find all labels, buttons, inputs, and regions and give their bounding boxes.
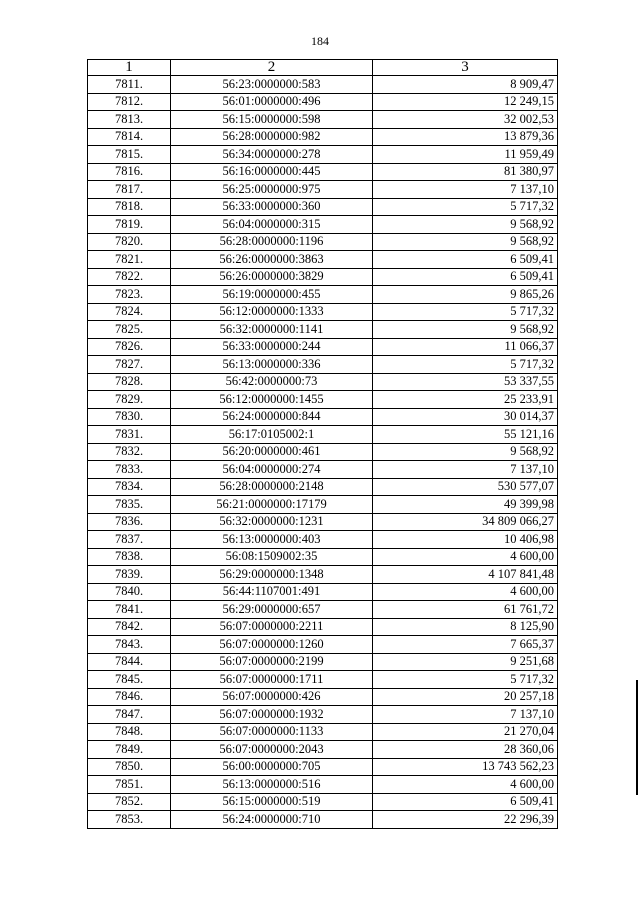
cadastral-value: 6 509,41 [373, 268, 558, 286]
table-row [88, 706, 558, 724]
cadastral-number: 56:44:1107001:491 [171, 583, 373, 601]
table-row [88, 321, 558, 339]
cadastral-value: 9 251,68 [373, 653, 558, 671]
cadastral-number: 56:29:0000000:657 [171, 601, 373, 619]
cadastral-value: 25 233,91 [373, 391, 558, 409]
cadastral-number: 56:28:0000000:1196 [171, 233, 373, 251]
cadastral-value: 4 600,00 [373, 548, 558, 566]
cadastral-number: 56:13:0000000:403 [171, 531, 373, 549]
table-row [88, 461, 558, 479]
cadastral-value: 5 717,32 [373, 671, 558, 689]
row-number: 7830. [88, 408, 171, 426]
row-number: 7824. [88, 303, 171, 321]
cadastral-value: 7 137,10 [373, 706, 558, 724]
table-row [88, 373, 558, 391]
row-number: 7820. [88, 233, 171, 251]
cadastral-value: 9 865,26 [373, 286, 558, 304]
cadastral-value: 6 509,41 [373, 251, 558, 269]
table-row [88, 583, 558, 601]
table-row [88, 548, 558, 566]
cadastral-value: 9 568,92 [373, 443, 558, 461]
row-number: 7828. [88, 373, 171, 391]
table-row [88, 93, 558, 111]
cadastral-value: 81 380,97 [373, 163, 558, 181]
row-number: 7841. [88, 601, 171, 619]
row-number: 7851. [88, 776, 171, 794]
cadastral-value: 11 959,49 [373, 146, 558, 164]
cadastral-number: 56:07:0000000:426 [171, 688, 373, 706]
cadastral-number: 56:15:0000000:519 [171, 793, 373, 811]
row-number: 7840. [88, 583, 171, 601]
table-row [88, 268, 558, 286]
row-number: 7813. [88, 111, 171, 129]
cadastral-value: 30 014,37 [373, 408, 558, 426]
table-row [88, 566, 558, 584]
row-number: 7829. [88, 391, 171, 409]
table-row [88, 163, 558, 181]
cadastral-value: 21 270,04 [373, 723, 558, 741]
cadastral-value: 5 717,32 [373, 356, 558, 374]
table-row [88, 758, 558, 776]
cadastral-number: 56:23:0000000:583 [171, 76, 373, 94]
row-number: 7849. [88, 741, 171, 759]
row-number: 7837. [88, 531, 171, 549]
cadastral-value: 13 879,36 [373, 128, 558, 146]
row-number: 7845. [88, 671, 171, 689]
row-number: 7825. [88, 321, 171, 339]
row-number: 7836. [88, 513, 171, 531]
cadastral-number: 56:29:0000000:1348 [171, 566, 373, 584]
cadastral-number: 56:16:0000000:445 [171, 163, 373, 181]
table-row [88, 513, 558, 531]
row-number: 7823. [88, 286, 171, 304]
table-row [88, 688, 558, 706]
cadastral-number: 56:08:1509002:35 [171, 548, 373, 566]
cadastral-number: 56:32:0000000:1231 [171, 513, 373, 531]
row-number: 7826. [88, 338, 171, 356]
table-row [88, 531, 558, 549]
cadastral-number: 56:12:0000000:1455 [171, 391, 373, 409]
table-row [88, 128, 558, 146]
cadastral-number: 56:20:0000000:461 [171, 443, 373, 461]
table-row [88, 496, 558, 514]
cadastral-number: 56:07:0000000:2211 [171, 618, 373, 636]
cadastral-number: 56:00:0000000:705 [171, 758, 373, 776]
row-number: 7839. [88, 566, 171, 584]
table-row [88, 391, 558, 409]
cadastral-number: 56:07:0000000:1932 [171, 706, 373, 724]
cadastral-value: 4 107 841,48 [373, 566, 558, 584]
row-number: 7818. [88, 198, 171, 216]
cadastral-number: 56:24:0000000:844 [171, 408, 373, 426]
row-number: 7834. [88, 478, 171, 496]
cadastral-number: 56:33:0000000:360 [171, 198, 373, 216]
cadastral-value: 7 137,10 [373, 181, 558, 199]
cadastral-value: 61 761,72 [373, 601, 558, 619]
row-number: 7831. [88, 426, 171, 444]
row-number: 7814. [88, 128, 171, 146]
cadastral-number: 56:01:0000000:496 [171, 93, 373, 111]
table-row [88, 671, 558, 689]
cadastral-number: 56:26:0000000:3863 [171, 251, 373, 269]
cadastral-value: 4 600,00 [373, 583, 558, 601]
cadastral-value: 7 665,37 [373, 636, 558, 654]
cadastral-number: 56:34:0000000:278 [171, 146, 373, 164]
row-number: 7819. [88, 216, 171, 234]
cadastral-value: 8 125,90 [373, 618, 558, 636]
cadastral-value: 9 568,92 [373, 321, 558, 339]
table-row [88, 233, 558, 251]
table-row [88, 181, 558, 199]
cadastral-value: 12 249,15 [373, 93, 558, 111]
scan-edge-mark [636, 680, 638, 795]
cadastral-number: 56:12:0000000:1333 [171, 303, 373, 321]
cadastral-number: 56:32:0000000:1141 [171, 321, 373, 339]
table-row [88, 303, 558, 321]
row-number: 7844. [88, 653, 171, 671]
row-number: 7817. [88, 181, 171, 199]
row-number: 7822. [88, 268, 171, 286]
table-row [88, 776, 558, 794]
cadastral-number: 56:07:0000000:1260 [171, 636, 373, 654]
table-row [88, 618, 558, 636]
table-row [88, 426, 558, 444]
table-row [88, 286, 558, 304]
cadastral-number: 56:13:0000000:516 [171, 776, 373, 794]
cadastral-number: 56:04:0000000:274 [171, 461, 373, 479]
row-number: 7821. [88, 251, 171, 269]
header-row [88, 60, 558, 76]
cadastral-number: 56:33:0000000:244 [171, 338, 373, 356]
header-col-2: 2 [171, 60, 373, 76]
table-row [88, 111, 558, 129]
cadastral-number: 56:25:0000000:975 [171, 181, 373, 199]
row-number: 7847. [88, 706, 171, 724]
cadastral-value: 9 568,92 [373, 216, 558, 234]
row-number: 7853. [88, 811, 171, 829]
cadastral-value: 32 002,53 [373, 111, 558, 129]
cadastral-number: 56:07:0000000:2043 [171, 741, 373, 759]
cadastral-value: 53 337,55 [373, 373, 558, 391]
cadastral-value: 6 509,41 [373, 793, 558, 811]
table-row [88, 338, 558, 356]
table-body [88, 76, 558, 829]
page-number: 184 [311, 34, 329, 48]
cadastral-value: 5 717,32 [373, 303, 558, 321]
cadastral-number: 56:21:0000000:17179 [171, 496, 373, 514]
cadastral-value: 28 360,06 [373, 741, 558, 759]
cadastral-number: 56:07:0000000:2199 [171, 653, 373, 671]
cadastral-value: 4 600,00 [373, 776, 558, 794]
cadastral-value: 5 717,32 [373, 198, 558, 216]
cadastral-value: 13 743 562,23 [373, 758, 558, 776]
table-row [88, 601, 558, 619]
row-number: 7835. [88, 496, 171, 514]
row-number: 7833. [88, 461, 171, 479]
cadastral-number: 56:26:0000000:3829 [171, 268, 373, 286]
cadastral-value-table [87, 59, 558, 829]
table-row [88, 198, 558, 216]
header-col-3: 3 [373, 60, 558, 76]
row-number: 7843. [88, 636, 171, 654]
table-row [88, 443, 558, 461]
cadastral-value: 10 406,98 [373, 531, 558, 549]
row-number: 7815. [88, 146, 171, 164]
cadastral-value: 20 257,18 [373, 688, 558, 706]
row-number: 7842. [88, 618, 171, 636]
cadastral-number: 56:42:0000000:73 [171, 373, 373, 391]
cadastral-number: 56:15:0000000:598 [171, 111, 373, 129]
row-number: 7811. [88, 76, 171, 94]
table-row [88, 408, 558, 426]
table-row [88, 146, 558, 164]
cadastral-number: 56:28:0000000:982 [171, 128, 373, 146]
table-row [88, 811, 558, 829]
row-number: 7827. [88, 356, 171, 374]
table-row [88, 478, 558, 496]
row-number: 7816. [88, 163, 171, 181]
cadastral-number: 56:28:0000000:2148 [171, 478, 373, 496]
table-row [88, 723, 558, 741]
row-number: 7812. [88, 93, 171, 111]
table-row [88, 741, 558, 759]
cadastral-number: 56:13:0000000:336 [171, 356, 373, 374]
cadastral-value: 55 121,16 [373, 426, 558, 444]
row-number: 7852. [88, 793, 171, 811]
cadastral-value: 8 909,47 [373, 76, 558, 94]
cadastral-number: 56:07:0000000:1711 [171, 671, 373, 689]
table-row [88, 636, 558, 654]
row-number: 7832. [88, 443, 171, 461]
table-row [88, 216, 558, 234]
cadastral-value: 530 577,07 [373, 478, 558, 496]
cadastral-value: 49 399,98 [373, 496, 558, 514]
cadastral-value: 34 809 066,27 [373, 513, 558, 531]
row-number: 7838. [88, 548, 171, 566]
row-number: 7848. [88, 723, 171, 741]
cadastral-number: 56:07:0000000:1133 [171, 723, 373, 741]
cadastral-value: 11 066,37 [373, 338, 558, 356]
row-number: 7850. [88, 758, 171, 776]
cadastral-value: 22 296,39 [373, 811, 558, 829]
table-row [88, 76, 558, 94]
table-row [88, 793, 558, 811]
table-row [88, 653, 558, 671]
cadastral-number: 56:17:0105002:1 [171, 426, 373, 444]
table-header [88, 60, 558, 76]
table-row [88, 251, 558, 269]
header-col-1: 1 [88, 60, 171, 76]
cadastral-number: 56:04:0000000:315 [171, 216, 373, 234]
cadastral-value: 7 137,10 [373, 461, 558, 479]
cadastral-value: 9 568,92 [373, 233, 558, 251]
cadastral-number: 56:24:0000000:710 [171, 811, 373, 829]
table-row [88, 356, 558, 374]
row-number: 7846. [88, 688, 171, 706]
cadastral-number: 56:19:0000000:455 [171, 286, 373, 304]
